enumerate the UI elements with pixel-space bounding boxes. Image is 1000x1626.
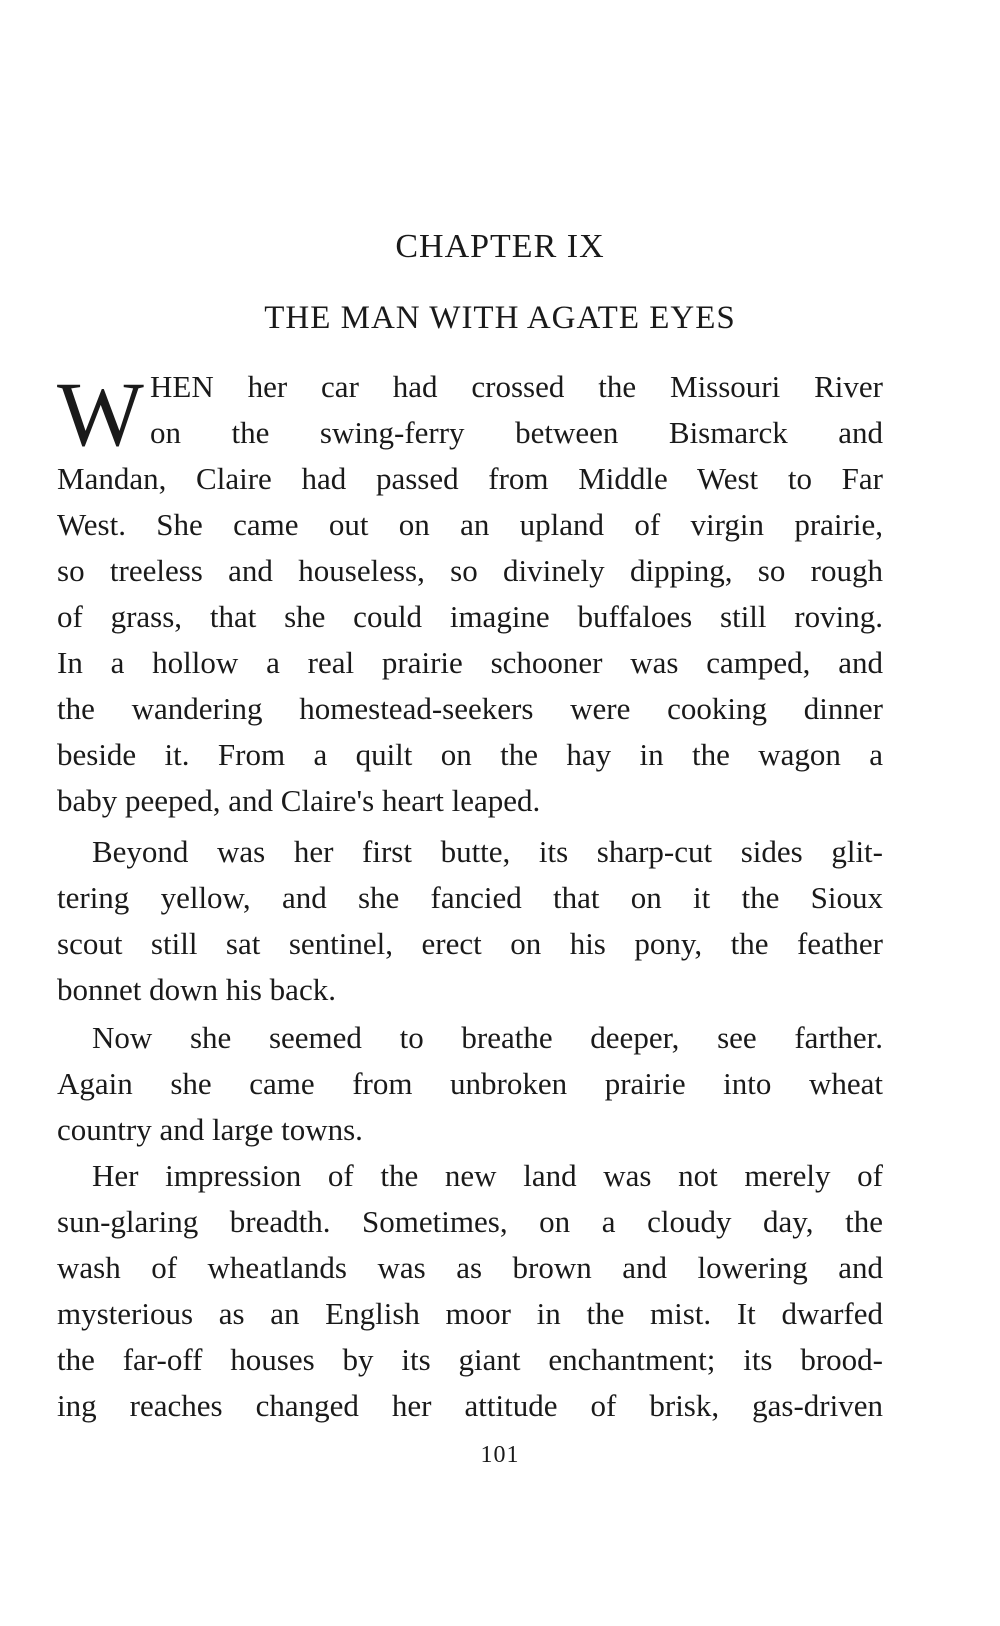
text-line: scout still sat sentinel, erect on his pony, the feather (57, 926, 883, 961)
text-line: the wandering homestead-seekers were cooking dinner (57, 691, 883, 726)
text-line: of grass, that she could imagine buffaloes still roving. (57, 599, 883, 634)
text-line: West. She came out on an upland of virgin prairie, (57, 507, 883, 542)
text-line: Beyond was her first butte, its sharp-cut sides glit- (92, 834, 883, 869)
text-line: tering yellow, and she fancied that on it the Sioux (57, 880, 883, 915)
text-line: Again she came from unbroken prairie into wheat (57, 1066, 883, 1101)
text-line: Now she seemed to breathe deeper, see farther. (92, 1020, 883, 1055)
chapter-title: THE MAN WITH AGATE EYES (264, 300, 736, 336)
text-line: Her impression of the new land was not merely of (92, 1158, 883, 1193)
text-line: HEN her car had crossed the Missouri River (150, 369, 883, 404)
drop-cap: W (57, 363, 144, 465)
chapter-number: CHAPTER IX (395, 228, 605, 265)
text-line: sun-glaring breadth. Sometimes, on a cloudy day, the (57, 1204, 883, 1239)
text-line: ing reaches changed her attitude of brisk, gas-driven (57, 1388, 883, 1423)
paragraph-3 (57, 1015, 883, 1153)
text-line: baby peeped, and Claire's heart leaped. (57, 783, 541, 818)
text-line: on the swing-ferry between Bismarck and (150, 415, 883, 450)
text-line: mysterious as an English moor in the mist. It dwarfed (57, 1296, 883, 1331)
text-line: so treeless and houseless, so divinely dipping, so rough (57, 553, 883, 588)
paragraph-4 (57, 1153, 883, 1429)
paragraph-1 (57, 364, 883, 824)
text-line: Mandan, Claire had passed from Middle West to Far (57, 461, 883, 496)
text-line: beside it. From a quilt on the hay in the wagon a (57, 737, 883, 772)
text-line: country and large towns. (57, 1112, 363, 1147)
text-line: bonnet down his back. (57, 972, 336, 1007)
text-line: In a hollow a real prairie schooner was camped, and (57, 645, 883, 680)
text-line: the far-off houses by its giant enchantment; its brood- (57, 1342, 883, 1377)
paragraph-2 (57, 829, 883, 1013)
text-line: wash of wheatlands was as brown and lowering and (57, 1250, 883, 1285)
page-number: 101 (480, 1442, 520, 1468)
